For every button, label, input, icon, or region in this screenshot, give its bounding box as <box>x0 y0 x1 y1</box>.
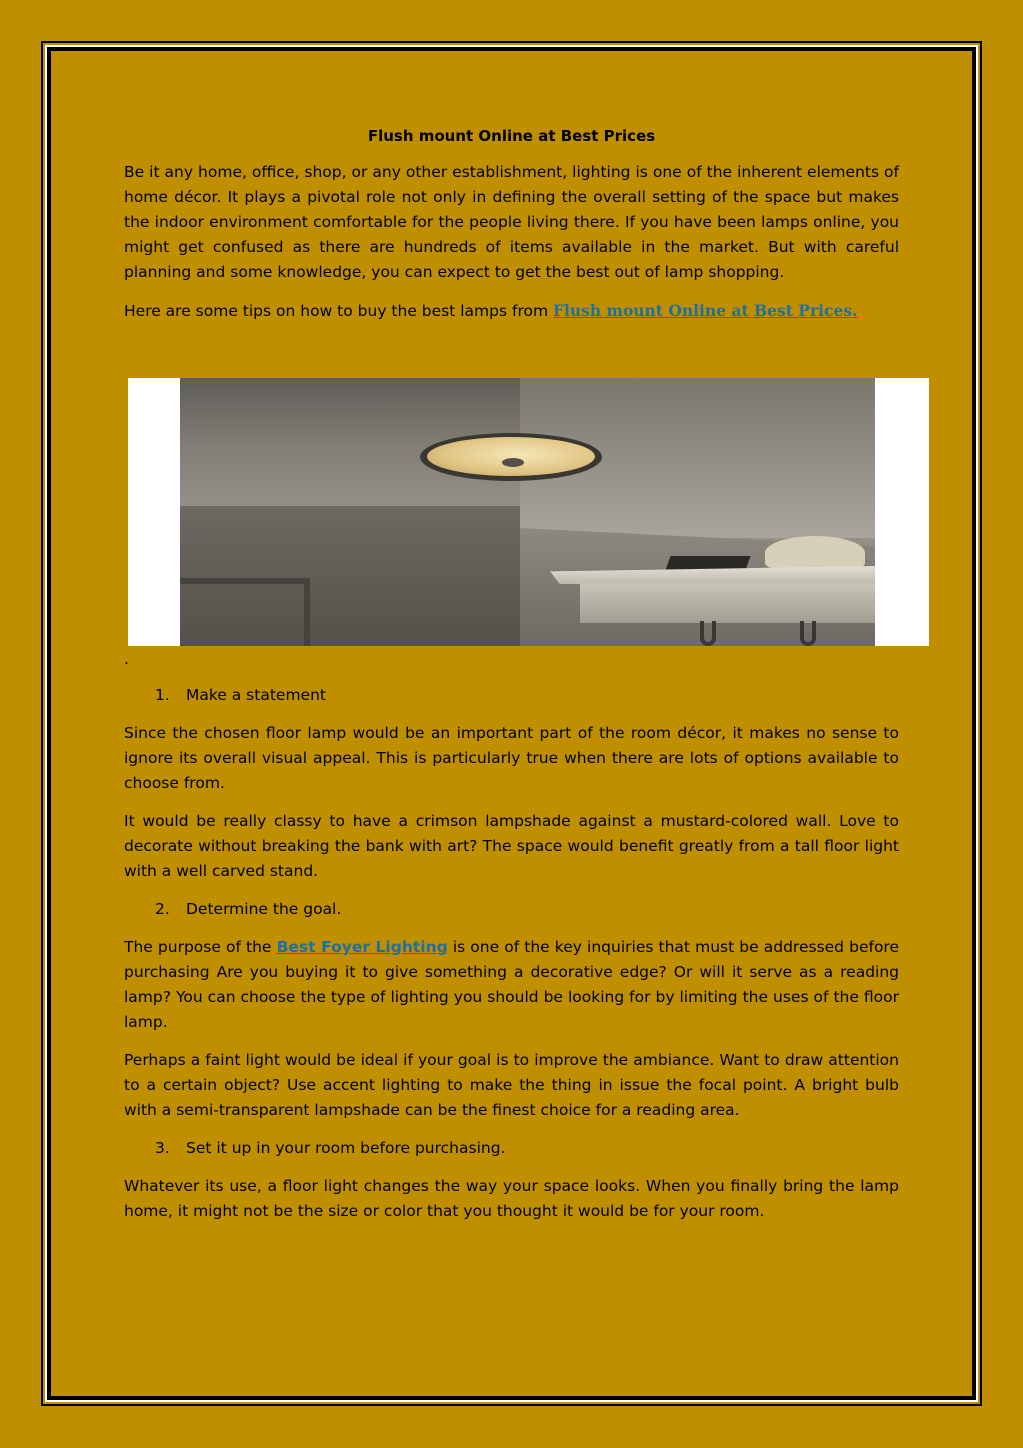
list-item-set-it-up <box>155 1136 899 1161</box>
flush-mount-link[interactable]: Flush mount Online at Best Prices. <box>552 301 858 320</box>
list-heading: Set it up in your room before purchasing. <box>186 1139 506 1157</box>
section2-text-end: is one of the key inquiries that must be addressed before purchasing Are you buying it to give something a decorative edge? Or will it serve as a reading lamp? You can choose the type of lighting you should be looking for by limiting the uses of the floor lamp. <box>124 938 900 1031</box>
best-foyer-lighting-link[interactable]: Best Foyer Lighting <box>276 938 448 956</box>
stray-dot: . <box>124 650 129 668</box>
image-spacer <box>124 324 899 649</box>
list-item-determine-goal <box>155 897 899 922</box>
tips-text: Here are some tips on how to buy the best lamps from <box>124 302 553 320</box>
list-heading: Make a statement <box>186 686 326 704</box>
intro-paragraph: Be it any home, office, shop, or any other establishment, lighting is one of the inherent elements of home décor. It plays a pivotal role not only in defining the overall setting of the space but makes the indoor environment comfortable for the people living there. If you have been lamps online, you might get confused as there are hundreds of items available in the market. But with careful planning and some knowledge, you can expect to get the best out of lamp shopping. <box>124 163 899 281</box>
section1-paragraph-2: It would be really classy to have a crimson lampshade against a mustard-colored wall. Love to decorate without breaking the bank with art? The space would benefit greatly from a tall floor light with a well carved stand. <box>124 812 899 880</box>
document-title: Flush mount Online at Best Prices <box>367 127 656 145</box>
tips-paragraph <box>124 298 899 324</box>
section2-paragraph-2: Perhaps a faint light would be ideal if your goal is to improve the ambiance. Want to draw attention to a certain object? Use accent lighting to make the thing in issue the focal point. A bright bulb with a semi-transparent lampshade can be the finest choice for a reading area. <box>124 1051 899 1119</box>
document-body <box>124 124 899 1237</box>
list-number: 3. <box>155 1139 170 1157</box>
list-number: 1. <box>155 686 170 704</box>
section1-paragraph-1: Since the chosen floor lamp would be an important part of the room décor, it makes no sense to ignore its overall visual appeal. This is particularly true when there are lots of options available to choose from. <box>124 724 899 792</box>
section2-paragraph-1 <box>124 935 899 1035</box>
list-heading: Determine the goal. <box>186 900 342 918</box>
list-number: 2. <box>155 900 170 918</box>
section2-text-start: The purpose of the <box>124 938 277 956</box>
section3-paragraph-1: Whatever its use, a floor light changes the way your space looks. When you finally bring the lamp home, it might not be the size or color that you thought it would be for your room. <box>124 1177 899 1220</box>
list-item-make-statement <box>155 683 899 708</box>
